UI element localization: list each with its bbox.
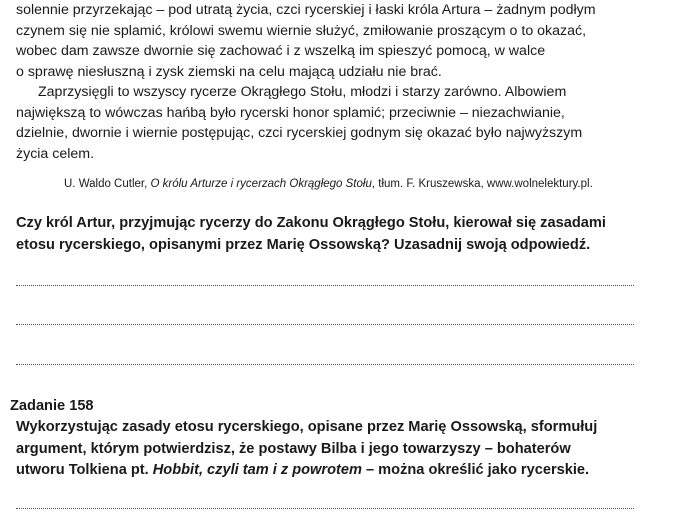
question-line: etosu rycerskiego, opisanymi przez Marię Ossowską? Uzasadnij swoją odpowiedź. — [16, 236, 591, 253]
book-title: Hobbit, czyli tam i z powrotem — [152, 462, 362, 478]
answer-line[interactable] — [16, 508, 634, 509]
task-line — [16, 460, 597, 482]
task-title: Zadanie 158 — [10, 398, 94, 414]
passage-line: solennie przyrzekając – pod utratą życia, czci rycerskiej i łaski króla Artura – żadnym podłym — [16, 2, 596, 18]
answer-line[interactable] — [16, 324, 634, 325]
source-citation — [64, 178, 593, 190]
passage-paragraph-2 — [16, 82, 676, 164]
passage-line: o sprawę niesłuszną i zysk ziemski na celu mającą udziału nie brać. — [16, 63, 442, 80]
passage-line: czynem się nie splamić, królowi swemu wiernie służyć, zmiłowanie proszącym o to okazać, — [16, 22, 587, 39]
passage-line: największą to wówczas hańbą było rycerski honor splamić; przeciwnie – niezachwianie, — [16, 104, 565, 121]
question-line: Czy król Artur, przyjmując rycerzy do Zakonu Okrągłego Stołu, kierował się zasadami — [16, 215, 606, 231]
source-title: O królu Arturze i rycerzach Okrągłego Stołu — [150, 178, 372, 190]
passage-line: dzielnie, dwornie i wiernie postępując, czci rycerskiej godnym się okazać było najwyższym — [16, 125, 583, 142]
answer-line[interactable] — [16, 285, 634, 286]
task-line: Wykorzystując zasady etosu rycerskiego, opisane przez Marię Ossowską, sformułuj — [16, 419, 598, 435]
answer-line[interactable] — [16, 364, 634, 365]
passage-paragraph-1 — [16, 0, 676, 82]
task-body — [16, 417, 597, 482]
question-text — [16, 213, 606, 256]
passage-line: Zaprzysięgli to wszyscy rycerze Okrągłego Stołu, młodzi i starzy zarówno. Albowiem — [38, 84, 567, 100]
source-author: U. Waldo Cutler, — [64, 178, 151, 190]
source-rest: , tłum. F. Kruszewska, www.wolnelektury.pl. — [371, 178, 593, 190]
task-line-part: – można określić jako rycerskie. — [361, 462, 590, 478]
passage-line: wobec dam zawsze dwornie się zachować i z wszelką im spieszyć pomocą, w walce — [16, 43, 546, 60]
passage-line: życia celem. — [16, 145, 95, 162]
task-line: argument, którym potwierdzisz, że postawy Bilba i jego towarzyszy – bohaterów — [16, 440, 571, 457]
task-line-part: utworu Tolkiena pt. — [16, 462, 153, 478]
